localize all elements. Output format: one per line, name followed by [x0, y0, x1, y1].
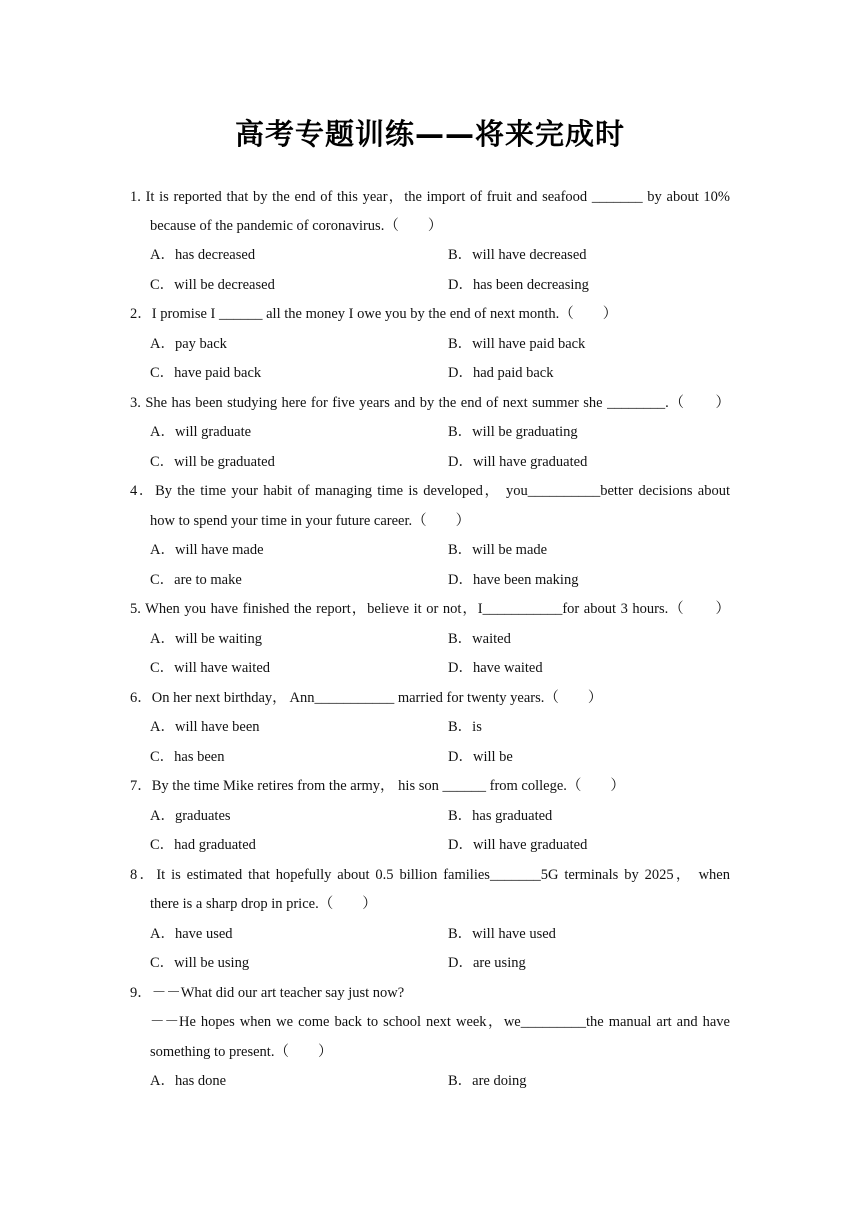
- option-a: A．has done: [150, 1073, 227, 1089]
- option-d: D．will be: [448, 749, 513, 765]
- question-stem-continued: there is a sharp drop in price.（ ）: [150, 896, 377, 912]
- question-dialogue-line: －－He hopes when we come back to school next week，we_________the manual art and have: [150, 1014, 730, 1030]
- option-d: D．has been decreasing: [448, 277, 589, 293]
- page-title: 高考专题训练——将来完成时: [234, 117, 625, 151]
- option-b: B．will have paid back: [448, 336, 586, 352]
- question-stem: 1. It is reported that by the end of this year，the import of fruit and seafood _______ by about 10%: [130, 189, 730, 205]
- option-d: D．are using: [448, 955, 526, 971]
- option-a: A．will have been: [150, 719, 260, 735]
- option-b: B．will have used: [448, 926, 556, 942]
- option-b: B．is: [448, 719, 482, 735]
- option-b: B．are doing: [448, 1073, 527, 1089]
- option-c: C．has been: [150, 749, 225, 765]
- question-stem: 6．On her next birthday， Ann___________ married for twenty years.（ ）: [130, 690, 603, 706]
- question-stem: 2．I promise I ______ all the money I owe you by the end of next month.（ ）: [130, 306, 618, 322]
- option-b: B．will have decreased: [448, 247, 587, 263]
- option-d: D．have waited: [448, 660, 543, 676]
- option-d: D．have been making: [448, 572, 579, 588]
- option-a: A．will have made: [150, 542, 264, 558]
- question-stem-continued: something to present.（ ）: [150, 1044, 333, 1060]
- question-stem: 3. She has been studying here for five years and by the end of next summer she ________.（ ）: [130, 395, 730, 411]
- option-a: A．pay back: [150, 336, 227, 352]
- option-d: D．had paid back: [448, 365, 554, 381]
- option-a: A．have used: [150, 926, 233, 942]
- question-stem-continued: because of the pandemic of coronavirus.（ ）: [150, 218, 443, 234]
- option-c: C．have paid back: [150, 365, 262, 381]
- option-c: C．will be graduated: [150, 454, 275, 470]
- question-stem: 5. When you have finished the report，believe it or not，I___________for about 3 hours.（ ）: [130, 601, 730, 617]
- option-a: A．has decreased: [150, 247, 256, 263]
- option-b: B．has graduated: [448, 808, 553, 824]
- option-d: D．will have graduated: [448, 837, 588, 853]
- option-b: B．will be graduating: [448, 424, 578, 440]
- option-a: A．will graduate: [150, 424, 252, 440]
- option-b: B．waited: [448, 631, 511, 647]
- option-c: C．will be decreased: [150, 277, 275, 293]
- question-stem: 9．－－What did our art teacher say just now?: [130, 985, 405, 1001]
- option-d: D．will have graduated: [448, 454, 588, 470]
- option-a: A．will be waiting: [150, 631, 262, 647]
- question-stem: 4．By the time your habit of managing time is developed， you__________better decisions about: [130, 483, 730, 499]
- question-stem: 8．It is estimated that hopefully about 0.5 billion families_______5G terminals by 2025， when: [130, 867, 730, 883]
- option-c: C．are to make: [150, 572, 242, 588]
- option-b: B．will be made: [448, 542, 548, 558]
- question-stem: 7．By the time Mike retires from the army， his son ______ from college.（ ）: [130, 778, 625, 794]
- option-c: C．had graduated: [150, 837, 256, 853]
- option-c: C．will be using: [150, 955, 250, 971]
- option-c: C．will have waited: [150, 660, 271, 676]
- option-a: A．graduates: [150, 808, 231, 824]
- question-stem-continued: how to spend your time in your future career.（ ）: [150, 513, 471, 529]
